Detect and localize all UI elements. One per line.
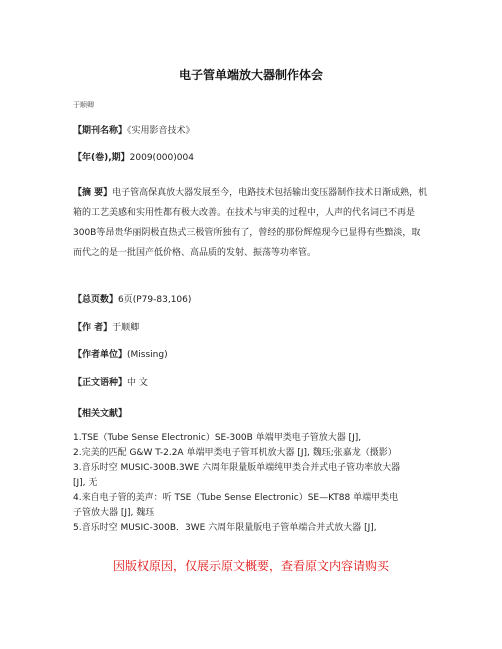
affiliation-label: 【作者单位】 <box>73 350 128 360</box>
abstract-label: 【摘 要】 <box>73 188 113 198</box>
affiliation-field <box>73 349 433 362</box>
references-heading: 【相关文献】 <box>73 409 128 419</box>
language-value: 中 文 <box>127 378 148 388</box>
author-value: 于顺卿 <box>112 323 140 333</box>
reference-line-continued: [J], 无 <box>73 478 98 488</box>
reference-line: 5.音乐时空 MUSIC-300B．3WE 六周年限量版电子管单端合并式放大器 [J], <box>73 523 377 533</box>
pages-value: 6页(P79-83,106) <box>118 295 192 305</box>
year-label: 【年(卷),期】 <box>73 153 130 163</box>
author-label: 【作 者】 <box>73 323 113 333</box>
year-field <box>73 152 433 165</box>
reference-item[interactable] <box>73 491 433 521</box>
journal-field <box>73 125 433 138</box>
abstract-field <box>73 183 428 263</box>
document-title: 电子管单端放大器制作体会 <box>178 68 323 82</box>
journal-label: 【期刊名称】 <box>73 126 128 136</box>
reference-line: 3.音乐时空 MUSIC-300B.3WE 六周年限量版单端纯甲类合并式电子管功率放大器 <box>73 463 401 473</box>
language-label: 【正文语种】 <box>73 378 128 388</box>
reference-line: 2.完美的匹配 G&W T-2.2A 单端甲类电子管耳机放大器 [J], 魏珏;张嘉龙（摄影） <box>73 448 397 458</box>
reference-item[interactable] <box>73 461 433 491</box>
reference-line: 4.来自电子管的美声：听 TSE（Tube Sense Electronic）SE—KT88 单端甲类电 <box>73 493 399 503</box>
reference-item[interactable] <box>73 521 433 536</box>
year-value: 2009(000)004 <box>129 153 194 163</box>
reference-line: 1.TSE（Tube Sense Electronic）SE-300B 单端甲类电子管放大器 [J], <box>73 433 362 443</box>
copyright-notice[interactable]: 因版权原因，仅展示原文概要，查看原文内容请购买 <box>112 559 389 573</box>
author-field <box>73 322 433 335</box>
reference-line-continued: 子管放大器 [J], 魏珏 <box>73 508 155 518</box>
abstract-text: 电子管高保真放大器发展至今，电路技术包括输出变压器制作技术日渐成熟，机箱的工艺美感和实用性都有极大改善。在技术与审美的过程中，人声的代名词已不再是300B等昂贵华丽阴极直热式三极管所独有了，曾经的那份辉煌现今已显得有些黯淡，取而代之的是一批国产低价格、高品质的发射、振荡等功率管。 <box>73 188 428 258</box>
pages-field <box>73 294 433 307</box>
affiliation-value: (Missing) <box>127 350 168 360</box>
pages-label: 【总页数】 <box>73 295 119 305</box>
reference-item[interactable] <box>73 446 433 461</box>
author-line: 于顺卿 <box>73 101 94 109</box>
reference-item[interactable] <box>73 431 433 446</box>
references-list <box>73 431 433 536</box>
language-field <box>73 377 433 390</box>
journal-value: 《实用影音技术》 <box>127 126 195 136</box>
